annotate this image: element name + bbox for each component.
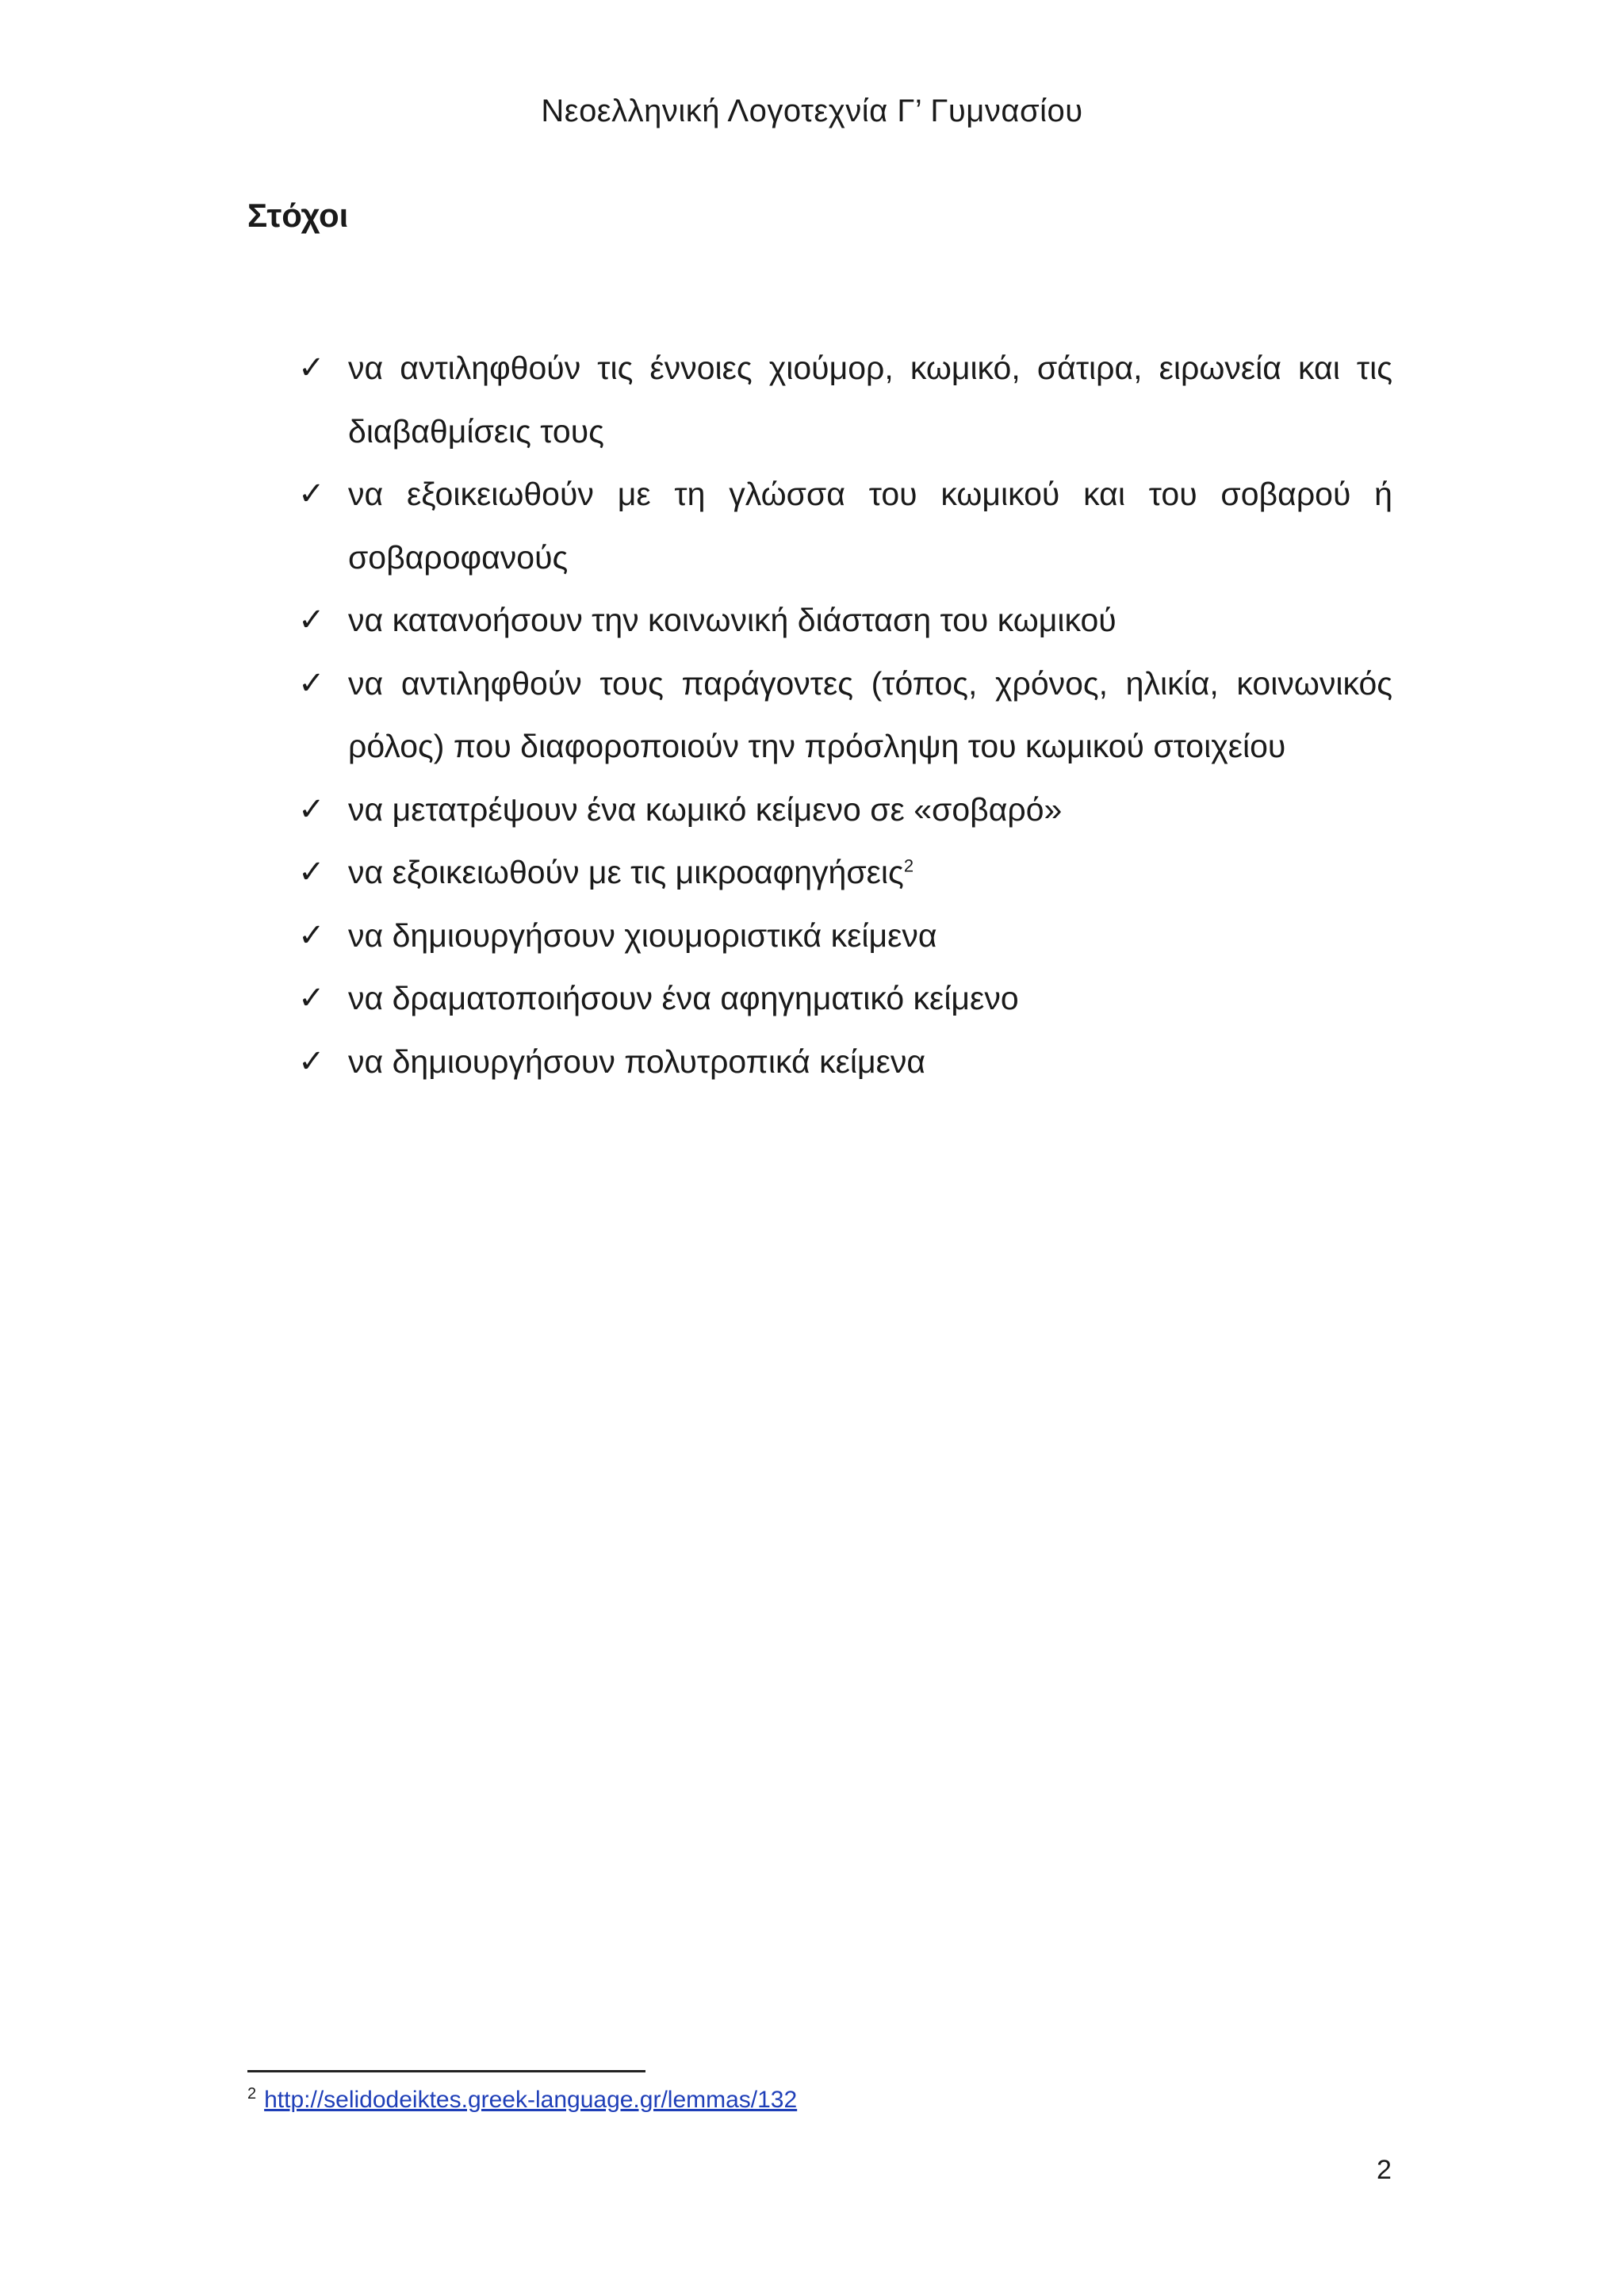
- footnote-mark: 2: [247, 2085, 257, 2103]
- goals-list: [298, 337, 1392, 1093]
- running-header: Νεοελληνική Λογοτεχνία Γ’ Γυμνασίου: [541, 94, 1083, 128]
- footnote-link[interactable]: http://selidodeiktes.greek-language.gr/lemmas/132: [264, 2087, 798, 2113]
- checkmark-icon: ✓: [298, 476, 325, 511]
- goal-text: να δημιουργήσουν πολυτροπικά κείμενα: [348, 1043, 926, 1080]
- goal-text: [348, 854, 914, 890]
- goal-item: [298, 652, 1392, 779]
- page-number: 2: [1377, 2155, 1392, 2185]
- goal-text: να αντιληφθούν τις έννοιες χιούμορ, κωμικό, σάτιρα, ειρωνεία και τις διαβαθμίσεις τους: [348, 350, 1392, 450]
- checkmark-icon: ✓: [298, 603, 325, 637]
- goal-item: [298, 1031, 1392, 1094]
- goal-text-body: να εξοικειωθούν με τις μικροαφηγήσεις: [348, 854, 904, 890]
- goal-item: [298, 841, 1392, 905]
- goal-item: [298, 779, 1392, 842]
- checkmark-icon: ✓: [298, 1043, 325, 1079]
- goal-item: [298, 905, 1392, 968]
- goal-item: [298, 589, 1392, 652]
- checkmark-icon: ✓: [298, 665, 325, 701]
- goal-text: να εξοικειωθούν με τη γλώσσα του κωμικού και του σοβαρού ή σοβαροφανούς: [348, 476, 1392, 576]
- goal-text: να κατανοήσουν την κοινωνική διάσταση του κωμικού: [348, 602, 1116, 638]
- footnote-separator: [247, 2070, 645, 2072]
- checkmark-icon: ✓: [298, 917, 325, 953]
- checkmark-icon: ✓: [298, 791, 325, 827]
- footnote: [247, 2087, 797, 2114]
- goal-item: [298, 337, 1392, 463]
- goal-text: να δραματοποιήσουν ένα αφηγηματικό κείμενο: [348, 980, 1019, 1016]
- goal-item: [298, 967, 1392, 1031]
- footnote-reference[interactable]: 2: [903, 855, 914, 876]
- goal-text: να αντιληφθούν τους παράγοντες (τόπος, χρόνος, ηλικία, κοινωνικός ρόλος) που διαφοροποιούν την πρόσληψη του κωμικού στοιχείου: [348, 664, 1392, 764]
- checkmark-icon: ✓: [298, 981, 325, 1016]
- goal-item: [298, 463, 1392, 589]
- checkmark-icon: ✓: [298, 350, 325, 385]
- goal-text: να μετατρέψουν ένα κωμικό κείμενο σε «σοβαρό»: [348, 790, 1063, 828]
- goal-text: να δημιουργήσουν χιουμοριστικά κείμενα: [348, 916, 937, 954]
- section-title: Στόχοι: [247, 197, 349, 234]
- checkmark-icon: ✓: [298, 855, 325, 890]
